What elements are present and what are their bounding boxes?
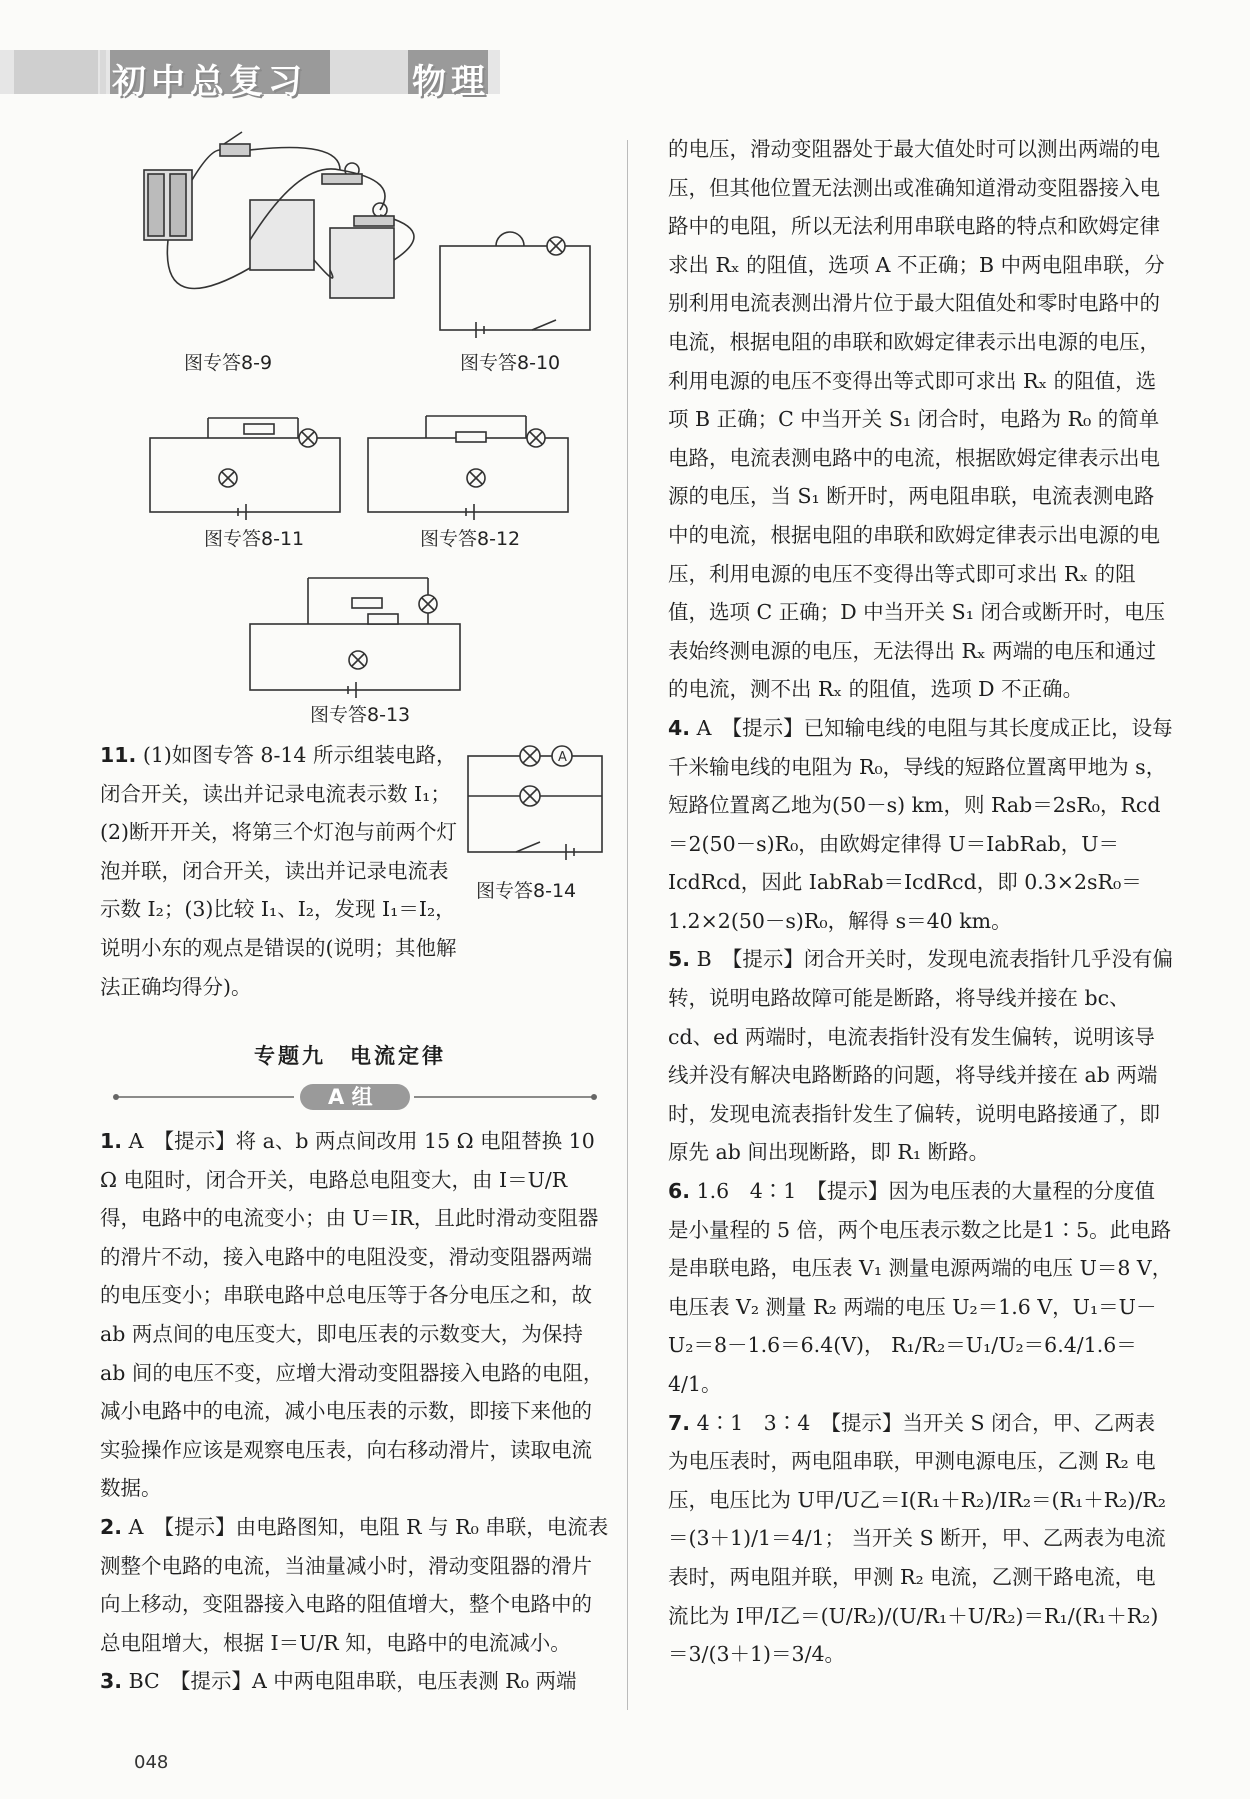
q2-paragraph <box>100 1508 610 1662</box>
figure-8-11 <box>148 398 348 522</box>
q7-equation-1: U甲/U乙＝I(R₁＋R₂)/IR₂＝(R₁＋R₂)/R₂＝(3＋1)/1＝4/1； <box>668 1487 1166 1551</box>
svg-text:A: A <box>558 750 567 765</box>
caption-8-11: 图专答8-11 <box>204 528 305 550</box>
caption-8-10: 图专答8-10 <box>460 352 561 374</box>
q6-number: 6. <box>668 1179 691 1204</box>
q5-text: B 【提示】闭合开关时，发现电流表指针几乎没有偏转，说明电路故障可能是断路，将导线并接在 bc、cd、ed 两端时，电流表指针没有发生偏转，说明该导线并没有解决电路断路的问题，将导线并接在 ab 两端时，发现电流表指针发生了偏转，说明电路接通了，即原先 ab 间出现断路，即 R₁ 断路。 <box>668 947 1173 1165</box>
q3-paragraph <box>100 1662 610 1701</box>
figure-8-9 <box>140 140 430 344</box>
q7-equation-2: I甲/I乙＝(U/R₂)/(U/R₁＋U/R₂)＝R₁/(R₁＋R₂)＝3/(3＋1)＝3/4。 <box>668 1603 1159 1667</box>
q1-text: A 【提示】将 a、b 两点间改用 15 Ω 电阻替换 10 Ω 电阻时，闭合开关，电路总电阻变大，由 I＝U/R 得，电路中的电流变小；由 U＝IR，且此时滑动变阻器的滑片不动，接入电路中的电阻没变，滑动变阻器两端的电压变小；串联电路中总电压等于各分电压之和，故 ab 两点间的电压变大，即电压表的示数变大，为保持 ab 间的电压不变，应增大滑动变阻器接入电路的电阻，减小电路中的电流，减小电压表的示数，即接下来他的实验操作应该是观察电压表，向右移动滑片，读取电流数据。 <box>100 1129 604 1501</box>
q3-number: 3. <box>100 1669 123 1694</box>
q7-paragraph <box>668 1404 1174 1674</box>
figure-8-14 <box>466 738 606 872</box>
page-number: 048 <box>134 1752 169 1773</box>
caption-8-9: 图专答8-9 <box>184 352 273 374</box>
q11-text: (1)如图专答 8-14 所示组装电路，闭合开关，读出并记录电流表示数 I₁；(2)断开开关，将第三个灯泡与前两个灯泡并联，闭合开关，读出并记录电流表示数 I₂；(3)比较 I₁、I₂，发现 I₁＝I₂，说明小东的观点是错误的(说明；其他解法正确均得分)。 <box>100 743 458 999</box>
circuit-drawing-8-14 <box>466 738 606 868</box>
column-divider <box>627 140 628 1710</box>
q5-paragraph <box>668 940 1174 1172</box>
group-label-bar <box>110 1082 600 1112</box>
figure-8-13 <box>248 564 468 698</box>
left-answers-block <box>100 1122 610 1701</box>
circuit-drawing-8-11 <box>148 398 348 518</box>
header-band <box>0 0 1250 102</box>
q4-text: A 【提示】已知输电线的电阻与其长度成正比，设每千米输电线的电阻为 R₀，导线的短路位置离甲地为 s，短路位置离乙地为(50－s) km，则 Rab＝2sR₀，Rcd＝2(50－s)R₀，由欧姆定律得 U＝IabRab，U＝IcdRcd，因此 IabRab＝IcdRcd，即 0.3×2sR₀＝1.2×2(50－s)R₀，解得 s＝40 km。 <box>668 715 1173 933</box>
circuit-drawing-8-12 <box>366 398 576 518</box>
q3-text: BC 【提示】A 中两电阻串联，电压表测 R₀ 两端 <box>128 1669 577 1694</box>
q4-paragraph <box>668 709 1174 941</box>
q2-text: A 【提示】由电路图知，电阻 R 与 R₀ 串联，电流表测整个电路的电流，当油量减小时，滑动变阻器的滑片向上移动，变阻器接入电路的阻值增大，整个电路中的总电阻增大，根据 I＝U/R 知，电路中的电流减小。 <box>100 1514 609 1655</box>
q6-equation: R₁/R₂＝U₁/U₂＝6.4/1.6＝4/1。 <box>668 1333 1137 1396</box>
circuit-drawing-8-9 <box>140 140 430 340</box>
q11-number: 11. <box>100 743 137 767</box>
circuit-drawing-8-13 <box>248 564 468 694</box>
q2-number: 2. <box>100 1514 123 1539</box>
group-label: A 组 <box>328 1085 373 1109</box>
figure-8-10 <box>436 240 596 344</box>
q4-number: 4. <box>668 715 691 740</box>
q7-text-b: 当开关 S 断开，甲、乙两表为电流表时，两电阻并联，甲测 R₂ 电流，乙测干路电流，电流比为 <box>668 1526 1166 1628</box>
caption-8-12: 图专答8-12 <box>420 528 521 550</box>
caption-8-14: 图专答8-14 <box>476 880 577 902</box>
q3-continuation: 的电压，滑动变阻器处于最大值处时可以测出两端的电压，但其他位置无法测出或准确知道滑动变阻器接入电路中的电阻，所以无法利用串联电路的特点和欧姆定律求出 Rₓ 的阻值，选项 A 不正确；B 中两电阻串联，分别利用电流表测出滑片位于最大阻值处和零时电路中的电流，根据电阻的串联和欧姆定律表示出电源的电压，利用电源的电压不变得出等式即可求出 Rₓ 的阻值，选项 B 正确；C 中当开关 S₁ 闭合时，电路为 R₀ 的简单电路，电流表测电路中的电流，根据欧姆定律表示出电源的电压，当 S₁ 断开时，两电阻串联，电流表测电路中的电流，根据电阻的串联和欧姆定律表示出电源的电压，利用电源的电压不变得出等式即可求出 Rₓ 的阻值，选项 C 正确；D 中当开关 S₁ 闭合或断开时，电压表始终测电源的电压，无法得出 Rₓ 两端的电压和通过的电流，测不出 Rₓ 的阻值，选项 D 不正确。 <box>668 137 1165 702</box>
q11-paragraph <box>100 736 462 1006</box>
header-subject: 物理 <box>412 62 490 102</box>
q5-number: 5. <box>668 947 691 972</box>
q7-text-a: 4∶1 3∶4 【提示】当开关 S 闭合，甲、乙两表为电压表时，两电阻串联，甲测电源电压，乙测 R₂ 电压，电压比为 <box>668 1410 1156 1512</box>
section-title: 专题九 电流定律 <box>254 1044 446 1068</box>
right-answers-block <box>668 130 1174 1674</box>
left-q11-block <box>100 736 462 1006</box>
q6-paragraph <box>668 1172 1174 1404</box>
figure-8-12 <box>366 398 576 522</box>
caption-8-13: 图专答8-13 <box>310 704 411 726</box>
circuit-drawing-8-10 <box>436 240 596 340</box>
q1-paragraph <box>100 1122 610 1508</box>
q7-number: 7. <box>668 1410 691 1435</box>
q6-text: 1.6 4∶1 【提示】因为电压表的大量程的分度值是小量程的 5 倍，两个电压表示数之比是1∶5。此电路是串联电路，电压表 V₁ 测量电源两端的电压 U＝8 V，电压表 V₂ 测量 R₂ 两端的电压 U₂＝1.6 V，U₁＝U－U₂＝8－1.6＝6.4(V)， <box>668 1179 1173 1358</box>
q1-number: 1. <box>100 1129 123 1153</box>
header-title: 初中总复习 <box>112 62 307 102</box>
